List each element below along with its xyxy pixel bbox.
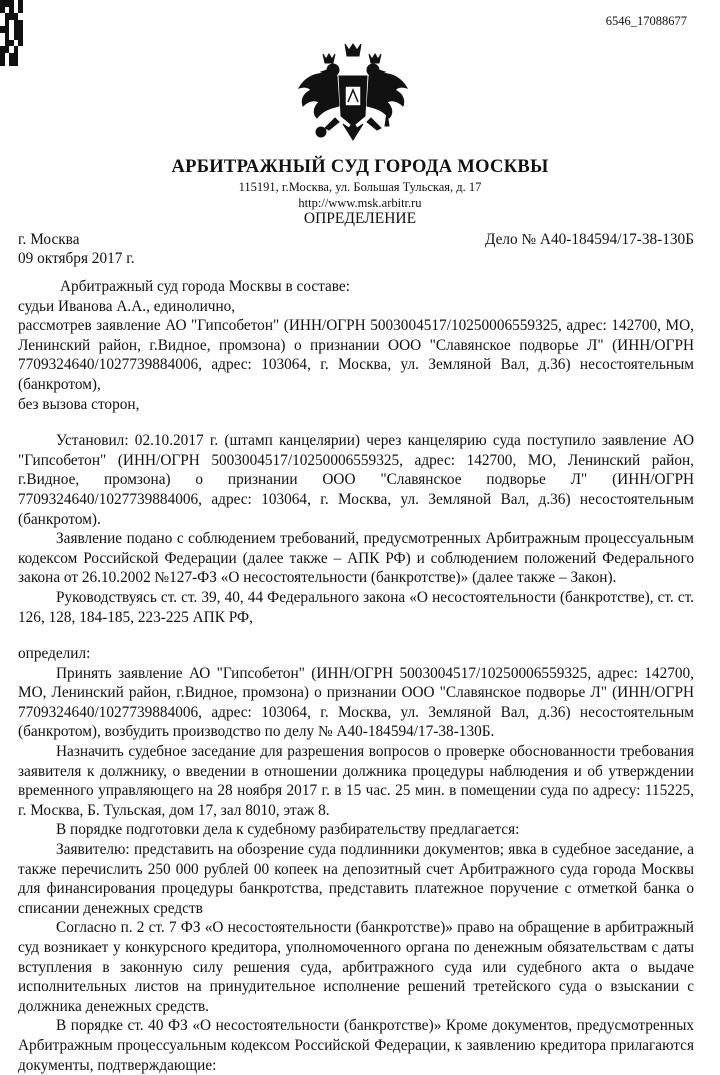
court-name: АРБИТРАЖНЫЙ СУД ГОРОДА МОСКВЫ — [171, 157, 549, 177]
ruling-preparation-paragraph: В порядке подготовки дела к судебному разбирательству предлагается: — [56, 821, 520, 839]
intro-judge: судьи Иванова А.А., единолично, — [18, 297, 236, 315]
ruled-heading: определил: — [18, 645, 91, 663]
case-number: Дело № А40-184594/17-38-130Б — [484, 231, 694, 248]
application-compliance-paragraph: Заявление подано с соблюдением требований, предусмотренных Арбитражным процессуальным кодексом Российской Федерации (далее также – АПК РФ) и соблюдением положений Федерального закона от 26.10.2002 №127-ФЗ «О несостоятельности (банкротстве)» (далее также – Закон). — [18, 530, 694, 587]
document-date: 09 октября 2017 г. — [18, 250, 135, 267]
intro-court: Арбитражный суд города Москвы в составе: — [60, 278, 350, 295]
established-paragraph: Установил: 02.10.2017 г. (штамп канцелярии) через канцелярию суда поступило заявление АО "Гипсобетон" (ИНН/ОГРН 5003004517/10250006559325, адрес: 142700, МО, Ленинский район, г.Видное, промзона) о признании ООО "Славянское подворье Л" (ИНН/ОГРН 7709324640/1027739884006, адрес: 103064, г. Москва, ул. Земляной Вал, д.36) несостоятельным (банкротом). — [18, 432, 694, 528]
document-id: 6546_17088677 — [605, 14, 687, 28]
ruling-hearing-paragraph: Назначить судебное заседание для разрешения вопросов о проверке обоснованности требования заявителя к должнику, о введении в отношении должника процедуры наблюдения и об утверждении временного управляющего на 28 ноября 2017 г. в 15 час. 25 мин. в помещении суда по адресу: 115225, г. Москва, Б. Тульская, дом 17, зал 8010, этаж 8. — [18, 743, 694, 819]
intro-considered: рассмотрев заявление АО "Гипсобетон" (ИНН/ОГРН 5003004517/10250006559325, адрес: 142700, МО, Ленинский район, г.Видное, промзона) о признании ООО "Славянское подворье Л" (ИНН/ОГРН 7709324640/1027739884006, адрес: 103064, г. Москва, ул. Земляной Вал, д.36) несостоятельным (банкротом), — [18, 317, 694, 393]
qr-code-icon — [0, 0, 23, 66]
ruling-accept-paragraph: Принять заявление АО "Гипсобетон" (ИНН/ОГРН 5003004517/10250006559325, адрес: 142700, МО, Ленинский район, г.Видное, промзона) о признании ООО "Славянское подворье Л" (ИНН/ОГРН 7709324640/1027739884006, адрес: 103064, г. Москва, ул. Земляной Вал, д.36) несостоятельным (банкротом), возбудить производство по делу № А40-184594/17-38-130Б. — [18, 664, 694, 741]
intro-no-parties: без вызова сторон, — [18, 395, 140, 413]
document-body — [18, 277, 694, 1075]
court-website: http://www.msk.arbitr.ru — [298, 196, 422, 210]
coat-of-arms-icon — [293, 40, 413, 150]
ruling-article40-paragraph: В порядке ст. 40 ФЗ «О несостоятельности (банкротстве)» Кроме документов, предусмотренных Арбитражным процессуальным кодексом Российской Федерации, к заявлению кредитора прилагаются документы, подтверждающие: — [18, 1017, 694, 1074]
ruling-applicant-paragraph: Заявителю: представить на обозрение суда подлинники документов; явка в судебное заседание, а также перечислить 250 000 рублей 00 копеек на депозитный счет Арбитражного суда города Москвы для финансирования процедуры банкротства, представить платежное поручение с отметкой банка о списании денежных средств — [18, 841, 694, 917]
document-type: ОПРЕДЕЛЕНИЕ — [303, 210, 417, 227]
guided-by-paragraph: Руководствуясь ст. ст. 39, 40, 44 Федерального закона «О несостоятельности (банкротстве), ст. ст. 126, 128, 184-185, 223-225 АПК РФ, — [18, 588, 694, 626]
ruling-article7-paragraph: Согласно п. 2 ст. 7 ФЗ «О несостоятельности (банкротстве)» право на обращение в арбитражный суд возникает у конкурсного кредитора, уполномоченного органа по денежным обязательствам с даты вступления в законную силу решения суда, арбитражного суда или судебного акта о выдаче исполнительных листов на принудительное исполнение решений третейского суда о взыскании с должника денежных средств. — [18, 919, 694, 1015]
city: г. Москва — [18, 231, 80, 248]
court-address: 115191, г.Москва, ул. Большая Тульская, д. 17 — [238, 180, 482, 194]
